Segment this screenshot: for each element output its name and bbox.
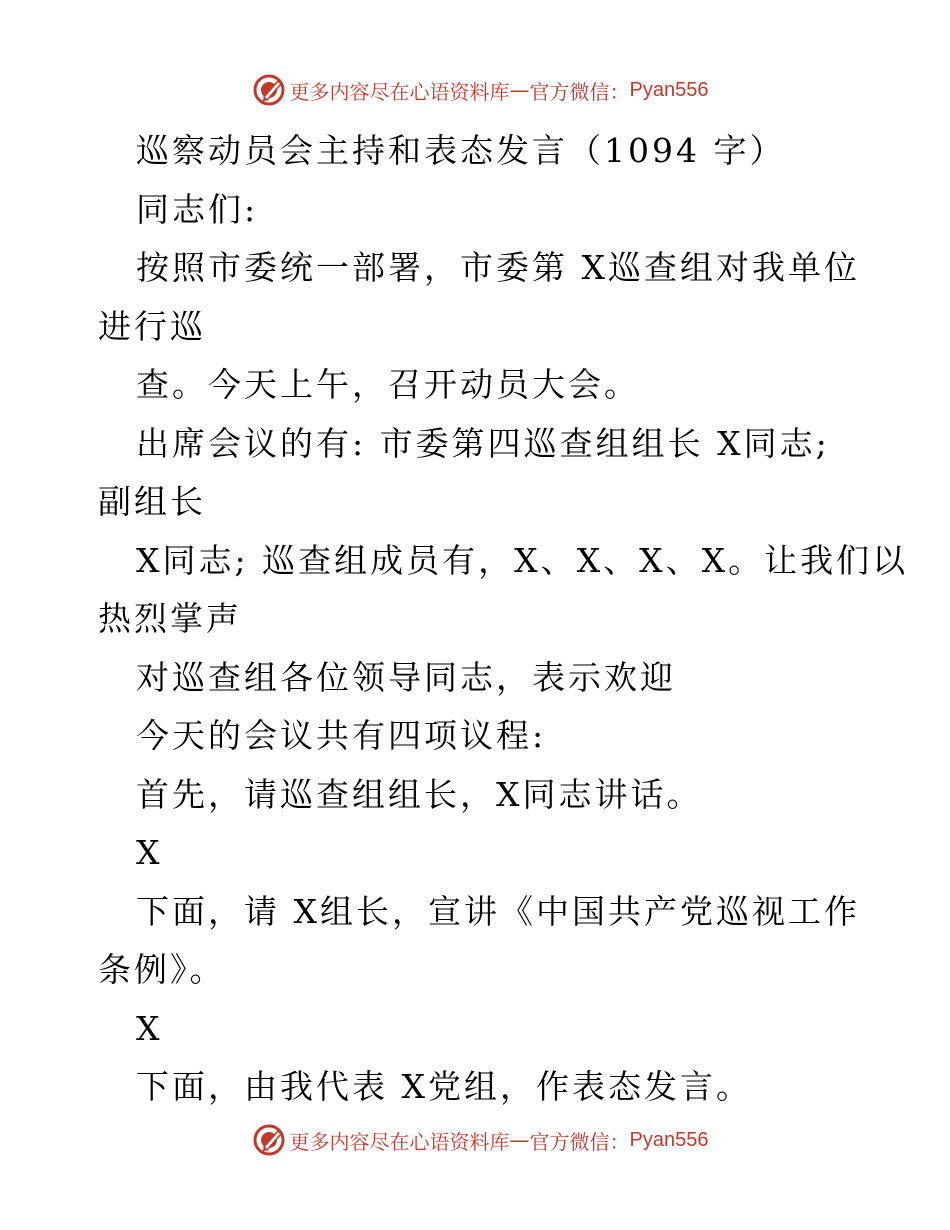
watermark-suffix: 官方微信： xyxy=(529,1129,630,1154)
doc-line: 查。今天上午，召开动员大会。 xyxy=(136,365,640,404)
doc-line: 首先，请巡查组组长，X同志讲话。 xyxy=(136,774,703,814)
watermark-group xyxy=(252,73,709,107)
doc-line: 热烈掌声 xyxy=(98,599,242,638)
watermark-id: Pyan556 xyxy=(629,1128,709,1151)
doc-line: 条例》。 xyxy=(98,950,226,989)
doc-line: 进行巡 xyxy=(98,306,206,346)
watermark-separator: — xyxy=(509,1128,530,1152)
doc-line: X同志; 巡查组成员有，X、X、X、X。让我们以 xyxy=(136,540,909,580)
doc-line: 按照市委统一部署，市委第 X巡查组对我单位 xyxy=(136,248,860,287)
doc-line: X xyxy=(136,833,163,872)
doc-line: 副组长 xyxy=(98,482,206,521)
watermark-suffix: 官方微信： xyxy=(529,79,630,104)
doc-line: X xyxy=(136,1008,163,1048)
pen-logo-icon xyxy=(252,73,286,107)
doc-line: 下面，由我代表 X党组，作表态发言。 xyxy=(136,1067,752,1106)
doc-line: 巡察动员会主持和表态发言（1094 字） xyxy=(136,131,786,170)
doc-line: 同志们: xyxy=(136,189,259,229)
header-watermark xyxy=(0,70,950,110)
watermark-brand: 更多内容尽在心语资料库 xyxy=(289,1129,510,1154)
doc-line: 下面，请 X组长，宣讲《中国共产党巡视工作 xyxy=(136,891,860,931)
doc-line: 出席会议的有: 市委第四巡查组组长 X同志; xyxy=(136,423,830,463)
document-body xyxy=(98,122,909,1117)
footer-watermark xyxy=(0,1120,950,1160)
watermark-id: Pyan556 xyxy=(629,78,709,101)
doc-line: 今天的会议共有四项议程: xyxy=(136,716,547,755)
pen-logo-icon xyxy=(252,1123,286,1157)
watermark-separator: — xyxy=(509,78,530,102)
watermark-brand: 更多内容尽在心语资料库 xyxy=(289,79,510,104)
watermark-group xyxy=(252,1123,709,1157)
doc-line: 对巡查组各位领导同志，表示欢迎 xyxy=(136,657,676,697)
